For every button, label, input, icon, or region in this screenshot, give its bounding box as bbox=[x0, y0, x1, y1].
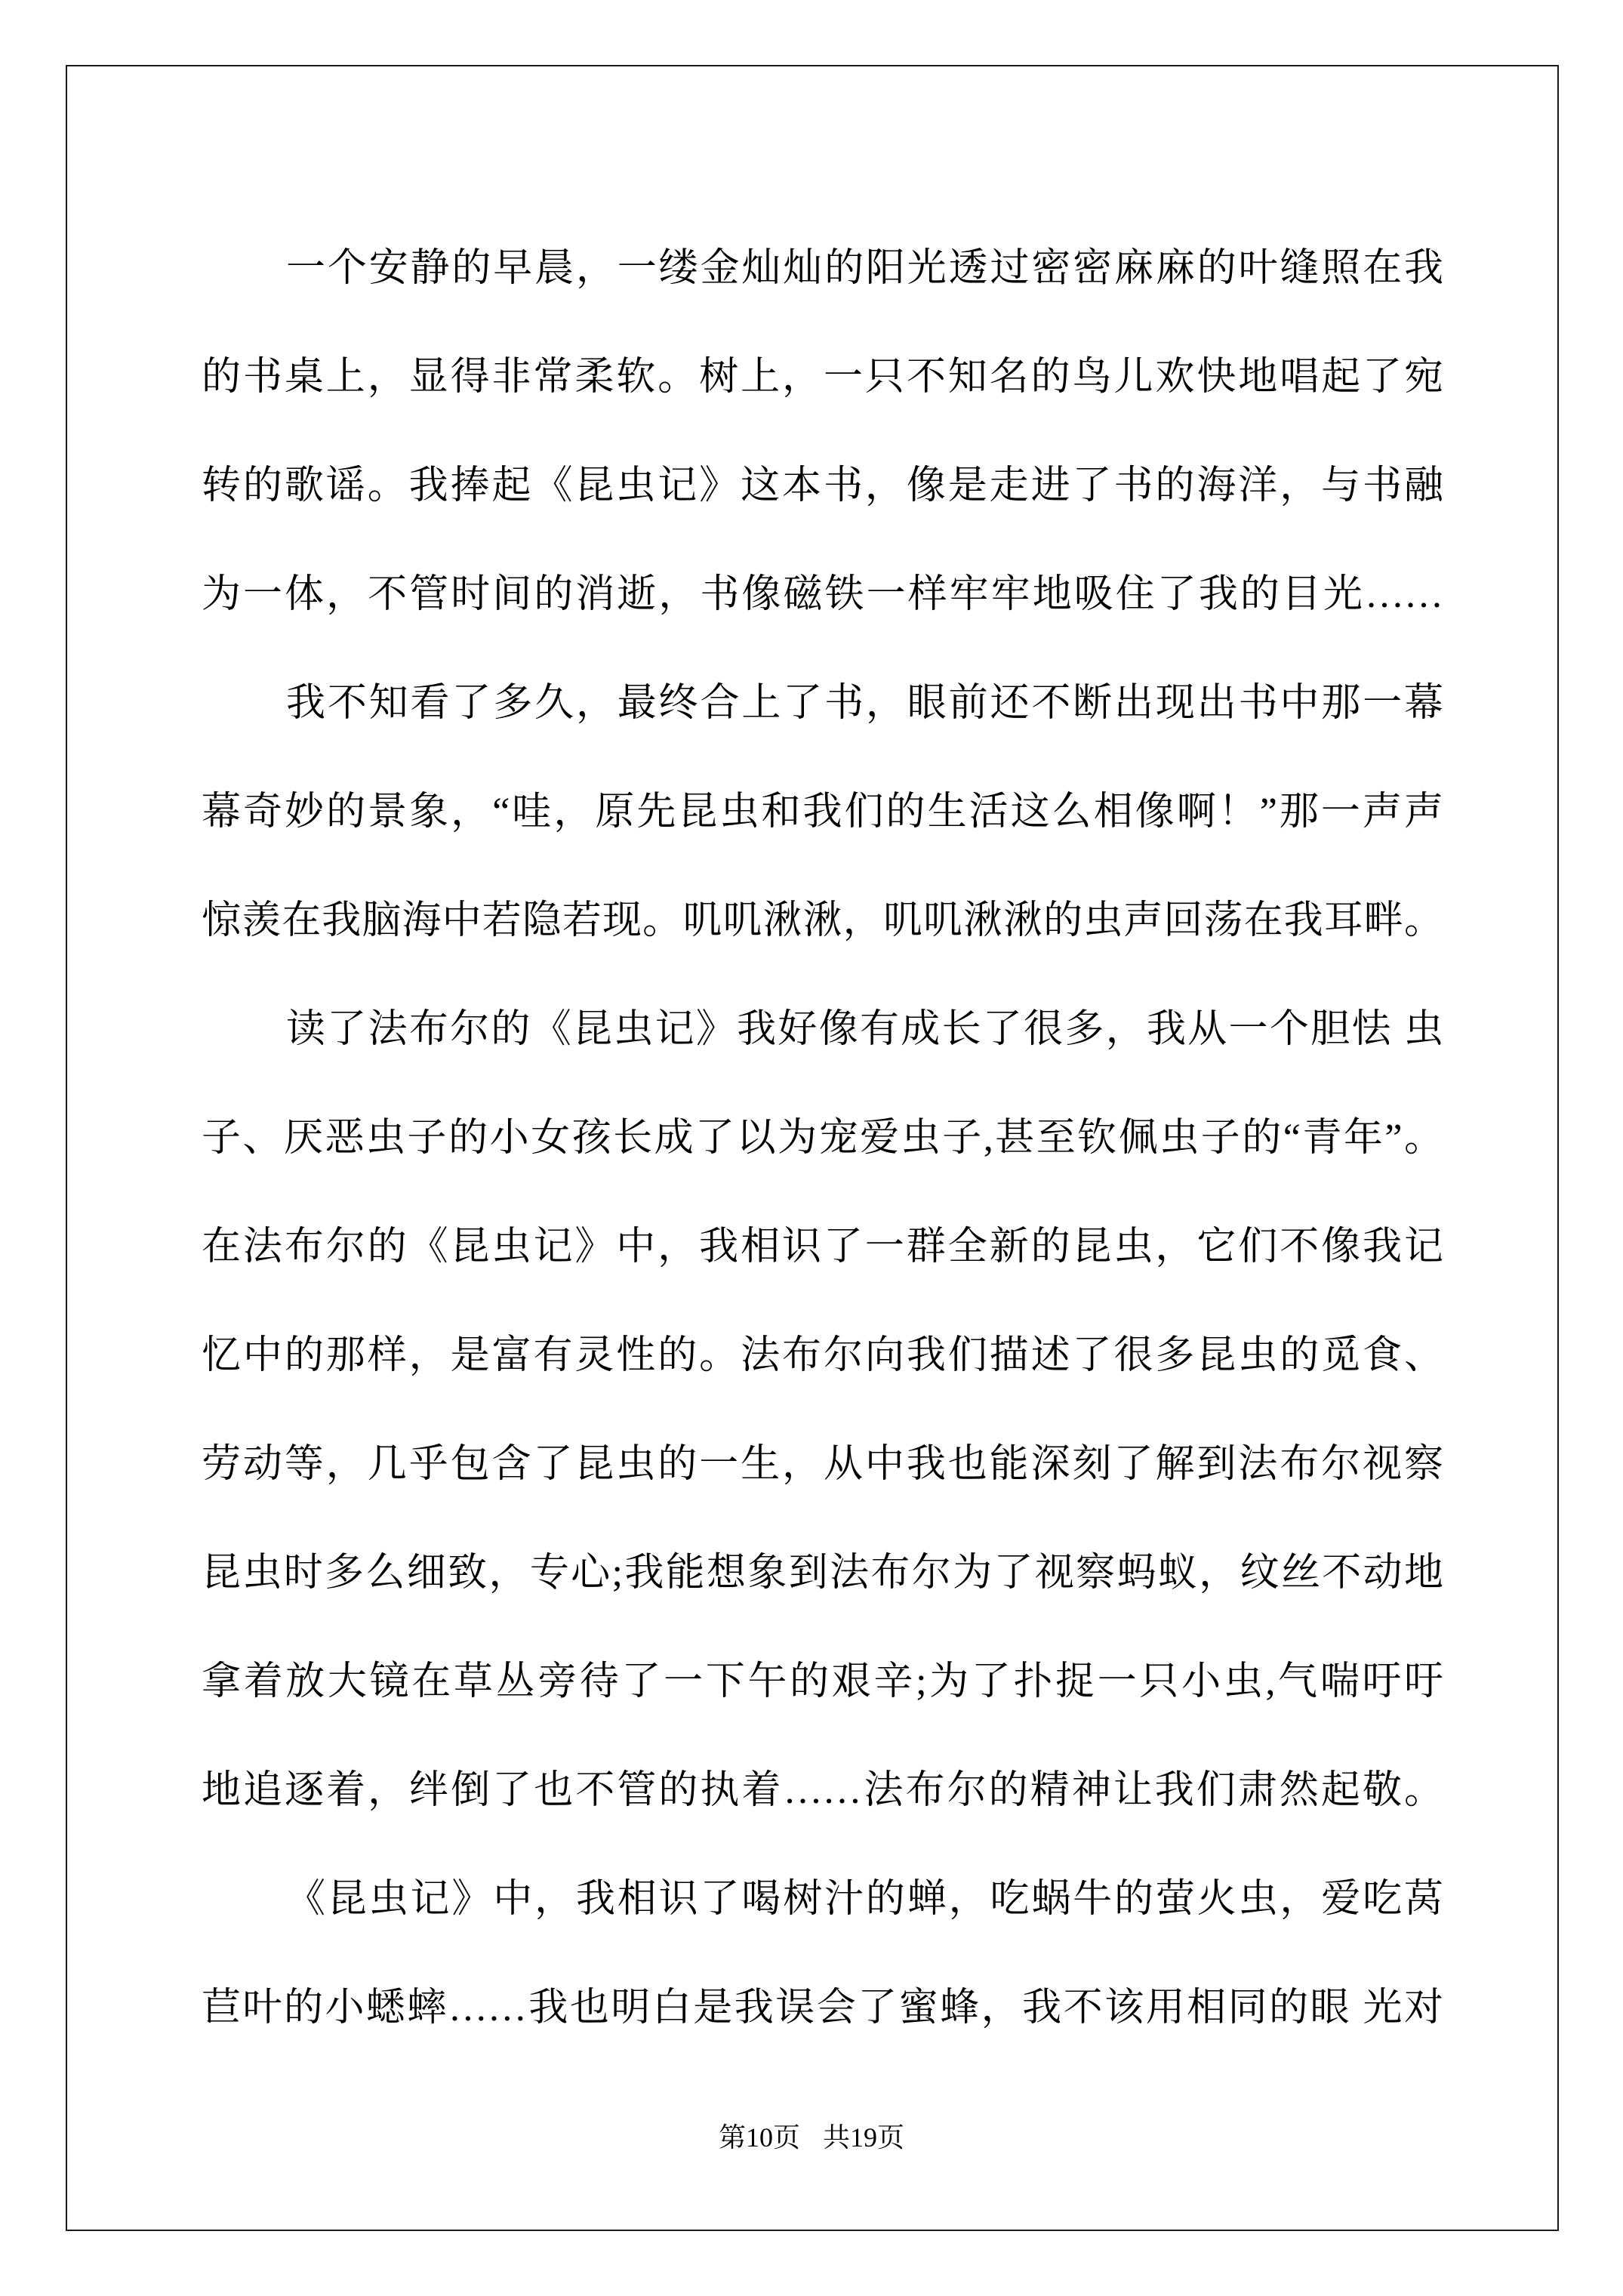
text-line: 劳动等，几乎包含了昆虫的一生，从中我也能深刻了解到法布尔视察 bbox=[202, 1443, 1443, 1486]
text-line: 惊羡在我脑海中若隐若现。叽叽湫湫，叽叽湫湫的虫声回荡在我耳畔。 bbox=[202, 899, 1443, 942]
text-line: 苣叶的小蟋蟀……我也明白是我误会了蜜蜂，我不该用相同的眼 光对 bbox=[202, 1986, 1443, 2029]
text-line: 转的歌谣。我捧起《昆虫记》这本书，像是走进了书的海洋，与书融 bbox=[202, 464, 1443, 507]
page-footer bbox=[0, 2119, 1623, 2156]
essay-body bbox=[202, 214, 1443, 2063]
page-total-label: 共19页 bbox=[823, 2122, 905, 2153]
text-line: 为一体，不管时间的消逝，书像磁铁一样牢牢地吸住了我的目光…… bbox=[202, 573, 1443, 616]
text-line: 读了法布尔的《昆虫记》我好像有成长了很多，我从一个胆怯 虫 bbox=[286, 1008, 1443, 1051]
text-line: 忆中的那样，是富有灵性的。法布尔向我们描述了很多昆虫的觅食、 bbox=[202, 1334, 1443, 1377]
text-line: 地追逐着，绊倒了也不管的执着……法布尔的精神让我们肃然起敬。 bbox=[202, 1769, 1443, 1812]
text-line: 我不知看了多久，最终合上了书，眼前还不断出现出书中那一幕 bbox=[286, 682, 1443, 725]
page-number-label: 第10页 bbox=[718, 2122, 800, 2153]
text-line: 的书桌上，显得非常柔软。树上，一只不知名的鸟儿欢快地唱起了宛 bbox=[202, 356, 1443, 399]
text-line: 幕奇妙的景象，“哇，原先昆虫和我们的生活这么相像啊！”那一声声 bbox=[202, 791, 1443, 834]
text-line: 在法布尔的《昆虫记》中，我相识了一群全新的昆虫，它们不像我记 bbox=[202, 1225, 1443, 1268]
text-line: 一个安静的早晨，一缕金灿灿的阳光透过密密麻麻的叶缝照在我 bbox=[286, 247, 1443, 290]
text-line: 拿着放大镜在草丛旁待了一下午的艰辛;为了扑捉一只小虫,气喘吁吁 bbox=[202, 1660, 1443, 1703]
text-line: 子、厌恶虫子的小女孩长成了以为宠爱虫子,甚至钦佩虫子的“青年”。 bbox=[202, 1117, 1443, 1160]
text-line: 《昆虫记》中，我相识了喝树汁的蝉，吃蜗牛的萤火虫，爱吃莴 bbox=[286, 1878, 1443, 1921]
text-line: 昆虫时多么细致，专心;我能想象到法布尔为了视察蚂蚁，纹丝不动地 bbox=[202, 1552, 1443, 1595]
